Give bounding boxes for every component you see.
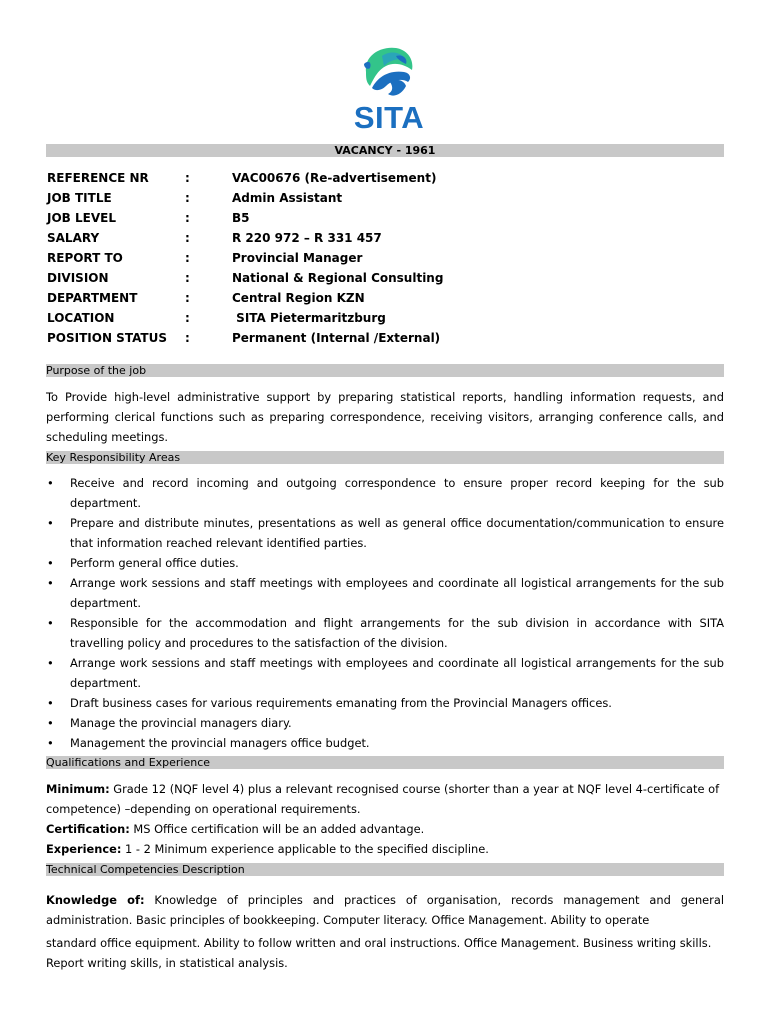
kra-heading: Key Responsibility Areas: [46, 451, 724, 464]
minimum-paragraph: [46, 779, 724, 819]
experience-paragraph: [46, 839, 724, 859]
purpose-text: To Provide high-level administrative support by preparing statistical reports, handling information requests, and performing clerical functions such as preparing correspondence, receiving visitors, arranging conference calls, and scheduling meetings.: [46, 390, 724, 444]
kra-list: [46, 473, 724, 753]
detail-colon: :: [185, 271, 190, 285]
logo-text: SITA: [353, 100, 425, 135]
detail-value: VAC00676 (Re-advertisement): [232, 171, 437, 185]
technical-heading: Technical Competencies Description: [46, 863, 724, 876]
detail-colon: :: [185, 211, 190, 225]
detail-value: SITA Pietermaritzburg: [232, 311, 386, 325]
detail-colon: :: [185, 251, 190, 265]
detail-row: [46, 330, 724, 350]
detail-label: SALARY: [47, 231, 100, 245]
detail-row: [46, 210, 724, 230]
minimum-text: Grade 12 (NQF level 4) plus a relevant recognised course (shorter than a year at NQF level 4-certificate of competence) –depending on operational requirements.: [46, 782, 720, 816]
list-item: • Arrange work sessions and staff meetings with employees and coordinate all logistical arrangements for the sub department.: [46, 653, 724, 693]
detail-value: Admin Assistant: [232, 191, 343, 205]
list-item: • Management the provincial managers office budget.: [46, 733, 724, 753]
detail-value: Permanent (Internal /External): [232, 331, 441, 345]
detail-row: [46, 270, 724, 290]
detail-label: REPORT TO: [47, 251, 123, 265]
knowledge-paragraph: [46, 890, 724, 930]
detail-label: POSITION STATUS: [47, 331, 167, 345]
knowledge-label: Knowledge of:: [46, 893, 145, 907]
detail-label: JOB TITLE: [47, 191, 112, 205]
purpose-heading: Purpose of the job: [46, 364, 724, 377]
detail-row: [46, 190, 724, 210]
detail-row: [46, 310, 724, 330]
detail-colon: :: [185, 291, 190, 305]
list-item: • Perform general office duties.: [46, 553, 724, 573]
list-item: • Manage the provincial managers diary.: [46, 713, 724, 733]
detail-colon: :: [185, 331, 190, 345]
detail-value: National & Regional Consulting: [232, 271, 444, 285]
knowledge-continued: standard office equipment. Ability to follow written and oral instructions. Office Management. Business writing skills. Report writing skills, in statistical analysis.: [46, 936, 712, 970]
detail-colon: :: [185, 231, 190, 245]
detail-label: LOCATION: [47, 311, 115, 325]
list-item: • Prepare and distribute minutes, presentations as well as general office documentation/communication to ensure that information reached relevant identified parties.: [46, 513, 724, 553]
detail-value: Central Region KZN: [232, 291, 365, 305]
vacancy-title: VACANCY - 1961: [46, 144, 724, 157]
list-item: • Draft business cases for various requirements emanating from the Provincial Managers offices.: [46, 693, 724, 713]
list-item: • Arrange work sessions and staff meetings with employees and coordinate all logistical arrangements for the sub department.: [46, 573, 724, 613]
minimum-label: Minimum:: [46, 782, 110, 796]
qualifications-heading: Qualifications and Experience: [46, 756, 724, 769]
certification-label: Certification:: [46, 822, 130, 836]
experience-text: 1 - 2 Minimum experience applicable to the specified discipline.: [121, 842, 489, 856]
certification-text: MS Office certification will be an added advantage.: [129, 822, 425, 836]
detail-value: Provincial Manager: [232, 251, 363, 265]
detail-row: [46, 250, 724, 270]
qualifications-block: [46, 779, 724, 859]
detail-label: REFERENCE NR: [47, 171, 149, 185]
detail-row: [46, 290, 724, 310]
knowledge-text: Knowledge of principles and practices of organisation, records management and general administration. Basic principles of bookkeeping. Computer literacy. Office Management. Ability to operate: [46, 893, 724, 927]
detail-row: [46, 170, 724, 190]
detail-colon: :: [185, 191, 190, 205]
list-item: • Receive and record incoming and outgoing correspondence to ensure proper record keeping for the sub department.: [46, 473, 724, 513]
detail-value: R 220 972 – R 331 457: [232, 231, 382, 245]
certification-paragraph: [46, 819, 724, 839]
list-item: • Responsible for the accommodation and flight arrangements for the sub division in accordance with SITA travelling policy and procedures to the satisfaction of the division.: [46, 613, 724, 653]
detail-label: JOB LEVEL: [47, 211, 116, 225]
sita-logo: [346, 42, 432, 134]
detail-colon: :: [185, 311, 190, 325]
detail-colon: :: [185, 171, 190, 185]
experience-label: Experience:: [46, 842, 122, 856]
detail-label: DIVISION: [47, 271, 109, 285]
detail-label: DEPARTMENT: [47, 291, 138, 305]
globe-icon: [346, 42, 432, 102]
detail-value: B5: [232, 211, 250, 225]
detail-row: [46, 230, 724, 250]
